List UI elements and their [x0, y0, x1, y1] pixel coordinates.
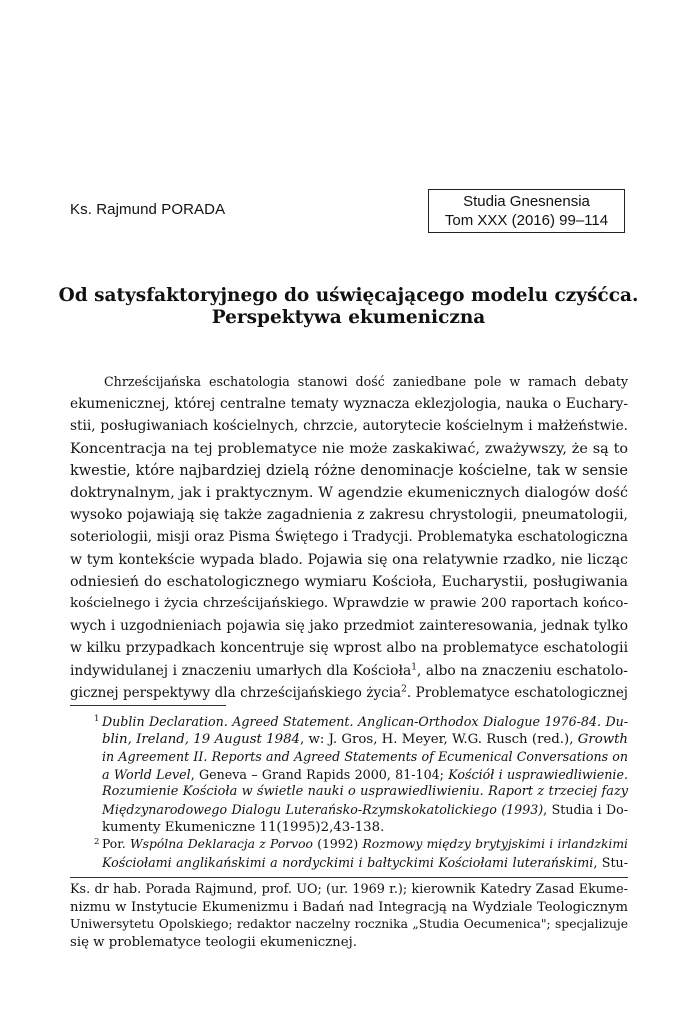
body-line: w tym kontekście wypada blado. Pojawia się ona relatywnie rzadko, nie licząc [70, 551, 628, 568]
body-line: odniesień do eschatologicznego wymiaru Kościoła, Eucharystii, posługiwania [70, 573, 628, 590]
footnote-number: 2 [94, 837, 100, 848]
body-text-run: gicznej perspektywy dla chrześcijańskiego życia [70, 684, 402, 701]
journal-info-box [428, 189, 625, 233]
footnote-text-run: in Agreement II. Reports and Agreed Statements of Ecumenical Conversations on [102, 749, 628, 765]
footnote-text-run: Dublin Declaration. Agreed Statement. Anglican-Orthodox Dialogue 1976-84. Du- [102, 714, 628, 729]
footnote-divider [70, 705, 226, 706]
footnote-text-run: Rozumienie Kościoła w świetle nauki o usprawiedliwieniu. Raport z trzeciej fazy [102, 784, 628, 800]
footnote-line [102, 731, 628, 749]
footnote-text-run: a World Level [102, 766, 191, 782]
footnote-line [102, 783, 628, 801]
footnote-ref-1[interactable]: 1 [411, 662, 417, 673]
title-line-2: Perspektywa ekumeniczna [211, 307, 486, 328]
footnotes [70, 713, 628, 871]
body-line: wych i uzgodnieniach pojawia się jako przedmiot zainteresowania, jednak tylko [70, 618, 628, 635]
footnote-1 [70, 713, 628, 836]
body-line: wysoko pojawiają się także zagadnienia z zakresu chrystologii, pneumatologii, [70, 507, 628, 524]
title-line-1: Od satysfaktoryjnego do uświęcającego modelu czyśćca. [58, 285, 639, 306]
body-line: stii, posługiwaniach kościelnych, chrzcie, autorytecie kościelnym i małżeństwie. [70, 418, 628, 435]
body-line: kościelnego i życia chrześcijańskiego. Wprawdzie w prawie 200 raportach końco- [70, 596, 628, 612]
body-line: ekumenicznej, której centralne tematy wyznacza eklezjologia, nauka o Euchary- [70, 396, 628, 413]
body-paragraph [70, 371, 628, 704]
footnote-line [102, 836, 628, 854]
footnote-line [102, 766, 628, 784]
footnote-text-run: Wspólna Deklaracja z Porvoo [129, 837, 313, 852]
footnote-text-run: Rozmowy między brytyjskimi i irlandzkimi [362, 837, 629, 852]
footnote-line [102, 748, 628, 766]
body-line: soteriologii, misji oraz Pisma Świętego i Tradycji. Problematyka eschatologiczna [70, 529, 628, 546]
footnote-ref-2[interactable]: 2 [401, 684, 407, 695]
bio-line: się w problematyce teologii ekumenicznej. [70, 934, 357, 950]
footnote-text-run: (1992) [312, 837, 363, 852]
body-line: Koncentracja na tej problematyce nie może zaskakiwać, zważywszy, że są to [70, 440, 628, 457]
article-title [40, 285, 657, 329]
body-line: doktrynalnym, jak i praktycznym. W agendzie ekumenicznych dialogów dość [70, 485, 628, 502]
footnote-2 [70, 836, 628, 871]
footnote-text-run: Growth [577, 731, 628, 747]
body-line: kwestie, które najbardziej dzielą różne denominacje kościelne, tak w sensie [70, 462, 628, 479]
body-line: w kilku przypadkach koncentruje się wprost albo na problematyce eschatologii [70, 640, 628, 657]
footnote-text-run: , Stu- [593, 854, 628, 870]
author-bio [70, 881, 628, 951]
bio-line: Ks. dr hab. Porada Rajmund, prof. UO; (ur. 1969 r.); kierownik Katedry Zasad Ekume- [70, 882, 628, 897]
journal-volume: Tom XXX (2016) 99–114 [444, 212, 609, 229]
author-name: Ks. Rajmund PORADA [70, 201, 226, 218]
footnote-line [102, 713, 628, 731]
body-text-run: indywidulanej i znaczeniu umarłych dla Kościoła [70, 662, 412, 679]
footnote-line [102, 854, 628, 872]
footnote-line [102, 801, 628, 819]
footnote-number: 1 [94, 714, 100, 724]
journal-name: Studia Gnesnensia [463, 193, 590, 210]
footnote-text-run: , Studia i Do- [543, 801, 628, 817]
footnote-text-run: , w: J. Gros, H. Meyer, W.G. Rusch (red.), [299, 731, 578, 747]
bio-divider [70, 877, 628, 878]
footnote-text-run: blin, Ireland, 19 August 1984 [102, 731, 300, 747]
body-line: Chrześcijańska eschatologia stanowi dość zaniedbane pole w ramach debaty [104, 374, 628, 389]
body-line [70, 682, 628, 704]
footnote-text-run: Kościół i usprawiedliwienie. [448, 766, 628, 782]
footnote-text-run: Międzynarodowego Dialogu Luterańsko-Rzymskokatolickiego (1993) [102, 801, 544, 817]
body-text-run: , albo na znaczeniu eschatolo- [416, 662, 628, 679]
body-line [70, 660, 628, 682]
footnote-text-run: , Geneva – Grand Rapids 2000, 81-104; [190, 766, 449, 782]
footnote-line: kumenty Ekumeniczne 11(1995)2,43-138. [102, 819, 385, 835]
body-text-run: . Problematyce eschatologicznej [406, 684, 628, 701]
footnote-text-run: Kościołami anglikańskimi a nordyckimi i bałtyckimi Kościołami luterańskimi [102, 854, 594, 870]
footnote-text-run: Por. [102, 837, 130, 852]
bio-line: Uniwersytetu Opolskiego; redaktor naczelny rocznika „Studia Oecumenica"; specjalizuje [70, 917, 628, 932]
bio-line: nizmu w Instytucie Ekumenizmu i Badań nad Integracją na Wydziale Teologicznym [70, 899, 628, 915]
